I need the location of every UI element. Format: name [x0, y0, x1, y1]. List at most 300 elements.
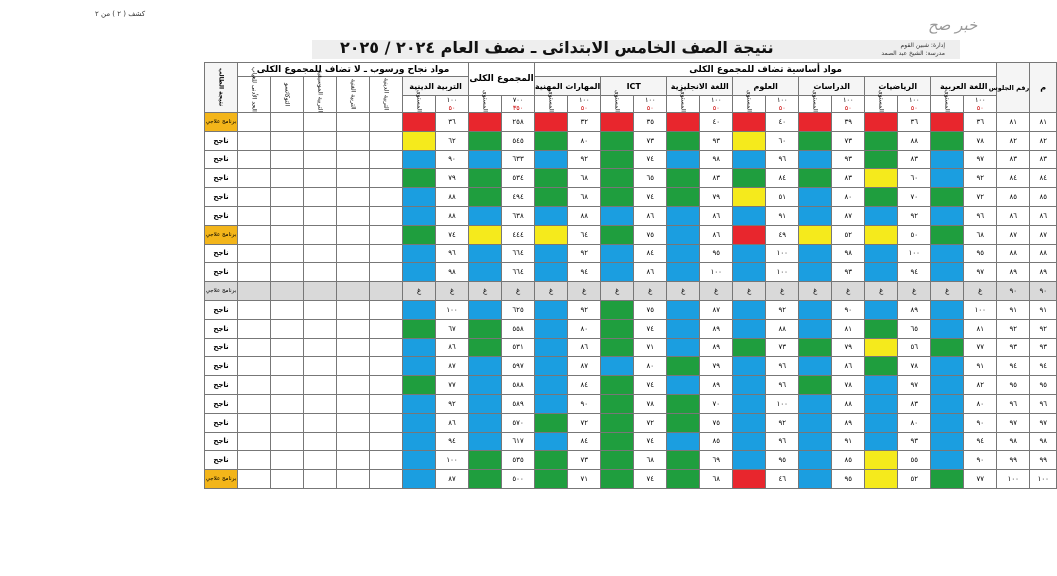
grade-cell: ٧٧ — [964, 338, 997, 357]
grade-cell: ٣٦ — [964, 113, 997, 132]
grade-cell: ٧٤ — [634, 150, 667, 169]
grade-cell: ٦٩ — [700, 451, 733, 470]
student-result: برنامج علاجي — [205, 282, 238, 301]
student-result: ناجح — [205, 263, 238, 282]
subject-english: اللغة الانجليزية — [667, 77, 733, 96]
extra-subject-cell — [238, 169, 271, 188]
grade-cell: ٩٨ — [832, 244, 865, 263]
level-indicator — [931, 357, 964, 376]
level-indicator — [601, 225, 634, 244]
level-indicator — [667, 263, 700, 282]
absent-mark: غ — [898, 282, 931, 301]
student-result: ناجح — [205, 451, 238, 470]
table-row — [64, 300, 1057, 319]
subject-science: العلوم — [733, 77, 799, 96]
grade-cell: ٦٨ — [634, 451, 667, 470]
total-level-indicator — [469, 470, 502, 489]
level-indicator — [601, 376, 634, 395]
row-number: ٩٨ — [1030, 432, 1057, 451]
grade-cell: ٥٦ — [898, 338, 931, 357]
level-indicator — [535, 413, 568, 432]
level-indicator — [667, 319, 700, 338]
level-indicator — [601, 244, 634, 263]
level-indicator — [601, 131, 634, 150]
grade-cell: ١٠٠ — [964, 300, 997, 319]
level-indicator — [931, 432, 964, 451]
grade-cell: ٨٥ — [832, 451, 865, 470]
grade-cell: ٧٨ — [832, 376, 865, 395]
level-indicator — [733, 169, 766, 188]
student-result: ناجح — [205, 150, 238, 169]
table-row — [64, 244, 1057, 263]
grade-cell: ٨٠ — [964, 394, 997, 413]
extra-subject-cell — [304, 150, 337, 169]
max-score-science — [766, 96, 799, 113]
level-indicator — [535, 206, 568, 225]
total-cell: ٥٥٨ — [502, 319, 535, 338]
school-line: مدرسة: الشيخ عبد الصمد — [881, 50, 945, 57]
grade-cell: ٩١ — [964, 357, 997, 376]
level-indicator — [865, 150, 898, 169]
grade-cell: ٩٥ — [964, 244, 997, 263]
extra-subject-cell — [271, 206, 304, 225]
table-row — [64, 470, 1057, 489]
max-score-arabic — [964, 96, 997, 113]
grade-cell: ٧١ — [568, 470, 601, 489]
col-header-result: نتيجة الطالب — [205, 63, 238, 113]
extra-subject-cell — [337, 357, 370, 376]
extra-subject-cell — [337, 225, 370, 244]
max-score: ١٠٠ — [776, 96, 788, 104]
extra-subject-cell — [238, 113, 271, 132]
grade-cell: ٨٢ — [964, 376, 997, 395]
level-indicator — [931, 394, 964, 413]
grade-cell: ٩٤ — [568, 263, 601, 282]
table-row — [64, 338, 1057, 357]
grade-cell: ٨٦ — [700, 225, 733, 244]
extra-subject-cell — [337, 319, 370, 338]
total-level-indicator — [469, 263, 502, 282]
absent-mark: غ — [502, 282, 535, 301]
grade-cell: ٧٥ — [634, 300, 667, 319]
student-result: ناجح — [205, 376, 238, 395]
table-row — [64, 376, 1057, 395]
level-indicator — [931, 300, 964, 319]
grade-cell: ٥٠ — [898, 225, 931, 244]
extra-subject-cell — [337, 300, 370, 319]
level-indicator — [733, 357, 766, 376]
level-indicator — [865, 338, 898, 357]
extra-subject-cell — [370, 244, 403, 263]
level-indicator — [403, 413, 436, 432]
table-row — [64, 394, 1057, 413]
level-indicator — [601, 394, 634, 413]
subject-arabic: اللغة العربية — [931, 77, 997, 96]
max-score: ١٠٠ — [974, 96, 986, 104]
level-indicator — [865, 357, 898, 376]
level-indicator — [733, 394, 766, 413]
total-cell: ٥٣١ — [502, 338, 535, 357]
table-row — [64, 413, 1057, 432]
extra-subject-cell — [337, 338, 370, 357]
level-indicator — [667, 113, 700, 132]
extra-subject-cell — [238, 150, 271, 169]
grade-cell: ٨٦ — [634, 206, 667, 225]
level-indicator — [865, 113, 898, 132]
extra-subject-cell — [271, 150, 304, 169]
table-row — [64, 263, 1057, 282]
seat-number: ٩٤ — [997, 357, 1030, 376]
subject-religion: التربية الدينية — [403, 77, 469, 96]
grade-cell: ٨٨ — [568, 206, 601, 225]
grade-cell: ٧٢ — [634, 413, 667, 432]
extra-subject-cell — [370, 338, 403, 357]
level-indicator — [733, 244, 766, 263]
level-indicator — [865, 188, 898, 207]
level-indicator — [865, 319, 898, 338]
grade-cell: ٩٣ — [700, 131, 733, 150]
extra-subject-cell — [238, 319, 271, 338]
extra-subject-cell — [238, 357, 271, 376]
extra-subject-cell — [370, 432, 403, 451]
level-indicator — [931, 338, 964, 357]
table-row — [64, 357, 1057, 376]
extra-subject-cell — [304, 470, 337, 489]
level-indicator — [799, 131, 832, 150]
level-indicator — [403, 244, 436, 263]
total-cell: ٤٩٤ — [502, 188, 535, 207]
min-score: ٥٠ — [910, 104, 918, 112]
level-indicator — [535, 319, 568, 338]
total-level-indicator — [469, 357, 502, 376]
grade-cell: ٨٩ — [700, 338, 733, 357]
row-number: ٨٢ — [1030, 131, 1057, 150]
grade-cell: ٧٣ — [568, 451, 601, 470]
grade-cell: ٩٦ — [766, 376, 799, 395]
student-result: ناجح — [205, 413, 238, 432]
extra-subject-cell — [271, 169, 304, 188]
grade-cell: ١٠٠ — [898, 244, 931, 263]
level-indicator — [535, 394, 568, 413]
level-indicator — [601, 169, 634, 188]
extra-subject-cell — [337, 113, 370, 132]
watermark-logo: خبر صح — [928, 16, 978, 34]
seat-number: ٨١ — [997, 113, 1030, 132]
total-cell: ٥٤٥ — [502, 131, 535, 150]
extra-subject-cell — [337, 188, 370, 207]
level-indicator — [403, 357, 436, 376]
table-row — [64, 206, 1057, 225]
max-score-ict — [634, 96, 667, 113]
grade-cell: ٩٧ — [898, 376, 931, 395]
grade-cell: ٨٤ — [568, 376, 601, 395]
col-header-seat: رقم الجلوس — [997, 63, 1030, 113]
religion-grade-cell: ٨٨ — [436, 188, 469, 207]
total-level-indicator — [469, 150, 502, 169]
student-result: ناجح — [205, 300, 238, 319]
total-cell: ٦٣٣ — [502, 150, 535, 169]
grade-cell: ٧٢ — [568, 413, 601, 432]
grade-cell: ٧٥ — [700, 413, 733, 432]
extra-subject-cell — [370, 300, 403, 319]
grade-cell: ٨٠ — [568, 319, 601, 338]
absent-mark: غ — [733, 282, 766, 301]
level-indicator — [733, 470, 766, 489]
absent-mark: غ — [403, 282, 436, 301]
row-number: ٩٩ — [1030, 451, 1057, 470]
extra-subject-cell — [337, 282, 370, 301]
seat-number: ٨٨ — [997, 244, 1030, 263]
grade-cell: ٨٦ — [832, 357, 865, 376]
level-indicator — [799, 113, 832, 132]
extra-subject-cell — [271, 113, 304, 132]
religion-grade-cell: ١٠٠ — [436, 300, 469, 319]
level-indicator — [931, 413, 964, 432]
grade-cell: ٦٥ — [634, 169, 667, 188]
grade-cell: ٧٢ — [964, 188, 997, 207]
religion-grade-cell: ٧٤ — [436, 225, 469, 244]
level-indicator — [733, 300, 766, 319]
row-number: ٩١ — [1030, 300, 1057, 319]
level-indicator — [799, 263, 832, 282]
level-header-total: المستوى — [469, 96, 502, 113]
level-indicator — [865, 206, 898, 225]
extra-subject-cell — [238, 451, 271, 470]
extra-subject-cell — [304, 319, 337, 338]
grade-cell: ٣٩ — [832, 113, 865, 132]
total-level-indicator — [469, 338, 502, 357]
level-indicator — [799, 188, 832, 207]
extra-subject-cell — [304, 357, 337, 376]
absent-mark: غ — [865, 282, 898, 301]
seat-number: ٨٧ — [997, 225, 1030, 244]
level-indicator — [733, 376, 766, 395]
grade-cell: ٩٦ — [766, 357, 799, 376]
total-cell: ٦٦٤ — [502, 263, 535, 282]
extra-subject-cell — [370, 470, 403, 489]
extra-subject-cell — [370, 394, 403, 413]
level-indicator — [799, 394, 832, 413]
level-indicator — [667, 244, 700, 263]
grade-cell: ٨٩ — [700, 376, 733, 395]
grade-cell: ٩٤ — [898, 263, 931, 282]
grade-cell: ٦٥ — [898, 319, 931, 338]
grade-cell: ٩٢ — [766, 413, 799, 432]
pass-subjects-header: مواد نجاح ورسوب ـ لا تضاف للمجموع الكلى — [238, 63, 469, 77]
grade-cell: ٩٢ — [766, 300, 799, 319]
grade-cell: ٧٧ — [964, 470, 997, 489]
table-row — [64, 188, 1057, 207]
max-score-religion — [436, 96, 469, 113]
level-indicator — [865, 432, 898, 451]
grade-cell: ٨٩ — [832, 413, 865, 432]
total-level-indicator — [469, 300, 502, 319]
results-table — [63, 62, 1057, 489]
max-total: ٧٠٠ — [512, 96, 524, 104]
extra-subject-cell — [304, 169, 337, 188]
grade-cell: ٤٩ — [766, 225, 799, 244]
level-indicator — [667, 169, 700, 188]
grade-cell: ٧٥ — [634, 225, 667, 244]
total-cell: ٦١٧ — [502, 432, 535, 451]
level-indicator — [865, 376, 898, 395]
level-indicator — [535, 113, 568, 132]
grade-cell: ٩٢ — [568, 300, 601, 319]
level-indicator — [865, 413, 898, 432]
extra-col-absence: الحد الأدنى للغياب — [238, 77, 271, 113]
extra-subject-cell — [370, 188, 403, 207]
extra-subject-cell — [271, 413, 304, 432]
level-indicator — [799, 169, 832, 188]
grade-cell: ٨٠ — [898, 413, 931, 432]
max-score-skills — [568, 96, 601, 113]
level-indicator — [535, 263, 568, 282]
grade-cell: ٩٧ — [964, 263, 997, 282]
grade-cell: ٨١ — [964, 319, 997, 338]
level-indicator — [865, 131, 898, 150]
extra-subject-cell — [337, 470, 370, 489]
level-indicator — [601, 357, 634, 376]
level-indicator — [799, 319, 832, 338]
grade-cell: ٤٠ — [700, 113, 733, 132]
absent-mark: غ — [832, 282, 865, 301]
level-indicator — [667, 338, 700, 357]
absent-mark: غ — [436, 282, 469, 301]
extra-subject-cell — [271, 451, 304, 470]
table-row — [64, 319, 1057, 338]
level-indicator — [403, 432, 436, 451]
grade-cell: ٦٨ — [568, 169, 601, 188]
seat-number: ٩٥ — [997, 376, 1030, 395]
total-cell: ٥٣٥ — [502, 451, 535, 470]
level-indicator — [667, 394, 700, 413]
seat-number: ٨٣ — [997, 150, 1030, 169]
subject-math: الرياضيات — [865, 77, 931, 96]
grade-cell: ٩٨ — [700, 150, 733, 169]
grade-cell: ٩٥ — [766, 451, 799, 470]
extra-subject-cell — [271, 470, 304, 489]
grade-cell: ٩٥ — [700, 244, 733, 263]
extra-subject-cell — [304, 206, 337, 225]
seat-number: ٨٥ — [997, 188, 1030, 207]
student-result: برنامج علاجي — [205, 470, 238, 489]
level-indicator — [931, 131, 964, 150]
level-indicator — [601, 263, 634, 282]
grade-cell: ٩٦ — [766, 432, 799, 451]
seat-number: ٩٣ — [997, 338, 1030, 357]
extra-col-religion: التربية الدينية — [370, 77, 403, 113]
extra-subject-cell — [370, 113, 403, 132]
grade-cell: ٩٠ — [832, 300, 865, 319]
extra-subject-cell — [304, 413, 337, 432]
level-indicator — [601, 150, 634, 169]
grade-cell: ١٠٠ — [766, 394, 799, 413]
table-row — [64, 131, 1057, 150]
level-indicator — [403, 150, 436, 169]
total-cell: ٢٥٨ — [502, 113, 535, 132]
extra-subject-cell — [304, 263, 337, 282]
level-indicator — [403, 263, 436, 282]
seat-number: ٨٩ — [997, 263, 1030, 282]
level-indicator — [799, 470, 832, 489]
grade-cell: ٧٨ — [964, 131, 997, 150]
level-indicator — [667, 432, 700, 451]
extra-subject-cell — [337, 244, 370, 263]
level-indicator — [733, 319, 766, 338]
level-header-math: المستوى — [865, 96, 898, 113]
grade-cell: ٨٩ — [898, 300, 931, 319]
level-indicator — [799, 432, 832, 451]
extra-subject-cell — [271, 300, 304, 319]
extra-subject-cell — [370, 225, 403, 244]
grade-cell: ٧٤ — [634, 188, 667, 207]
subject-ict: ICT — [601, 77, 667, 96]
extra-subject-cell — [370, 451, 403, 470]
level-indicator — [535, 470, 568, 489]
level-indicator — [667, 206, 700, 225]
level-indicator — [799, 413, 832, 432]
col-header-m: م — [1030, 63, 1057, 113]
level-indicator — [733, 451, 766, 470]
absent-mark: غ — [535, 282, 568, 301]
grade-cell: ١٠٠ — [766, 263, 799, 282]
religion-grade-cell: ٩٤ — [436, 432, 469, 451]
grade-cell: ٧٩ — [700, 188, 733, 207]
extra-subject-cell — [271, 282, 304, 301]
level-indicator — [865, 394, 898, 413]
grade-cell: ٥٢ — [832, 225, 865, 244]
extra-subject-cell — [304, 376, 337, 395]
max-score: ١٠٠ — [908, 96, 920, 104]
table-row — [64, 169, 1057, 188]
row-number: ٨٩ — [1030, 263, 1057, 282]
extra-subject-cell — [238, 300, 271, 319]
extra-subject-cell — [238, 432, 271, 451]
student-result: ناجح — [205, 338, 238, 357]
total-cell: ٦٣٨ — [502, 206, 535, 225]
level-indicator — [931, 244, 964, 263]
school-info — [855, 42, 945, 58]
total-level-indicator — [469, 131, 502, 150]
grade-cell: ٦٠ — [766, 131, 799, 150]
max-score: ١٠٠ — [578, 96, 590, 104]
level-indicator — [667, 300, 700, 319]
level-header-studies: المستوى — [799, 96, 832, 113]
total-level-indicator — [469, 113, 502, 132]
level-indicator — [403, 188, 436, 207]
grade-cell: ٥١ — [766, 188, 799, 207]
religion-grade-cell: ٩٠ — [436, 150, 469, 169]
min-score: ٥٠ — [844, 104, 852, 112]
extra-subject-cell — [238, 394, 271, 413]
student-result: ناجح — [205, 357, 238, 376]
row-number: ٨٤ — [1030, 169, 1057, 188]
level-indicator — [733, 225, 766, 244]
absent-mark: غ — [568, 282, 601, 301]
extra-subject-cell — [304, 188, 337, 207]
row-number: ٩٦ — [1030, 394, 1057, 413]
level-indicator — [799, 338, 832, 357]
level-indicator — [667, 357, 700, 376]
level-indicator — [535, 376, 568, 395]
absent-mark: غ — [931, 282, 964, 301]
level-header-religion: المستوى — [403, 96, 436, 113]
level-indicator — [799, 376, 832, 395]
max-score: ١٠٠ — [446, 96, 458, 104]
grade-cell: ٨٣ — [832, 169, 865, 188]
level-indicator — [535, 131, 568, 150]
level-indicator — [667, 451, 700, 470]
